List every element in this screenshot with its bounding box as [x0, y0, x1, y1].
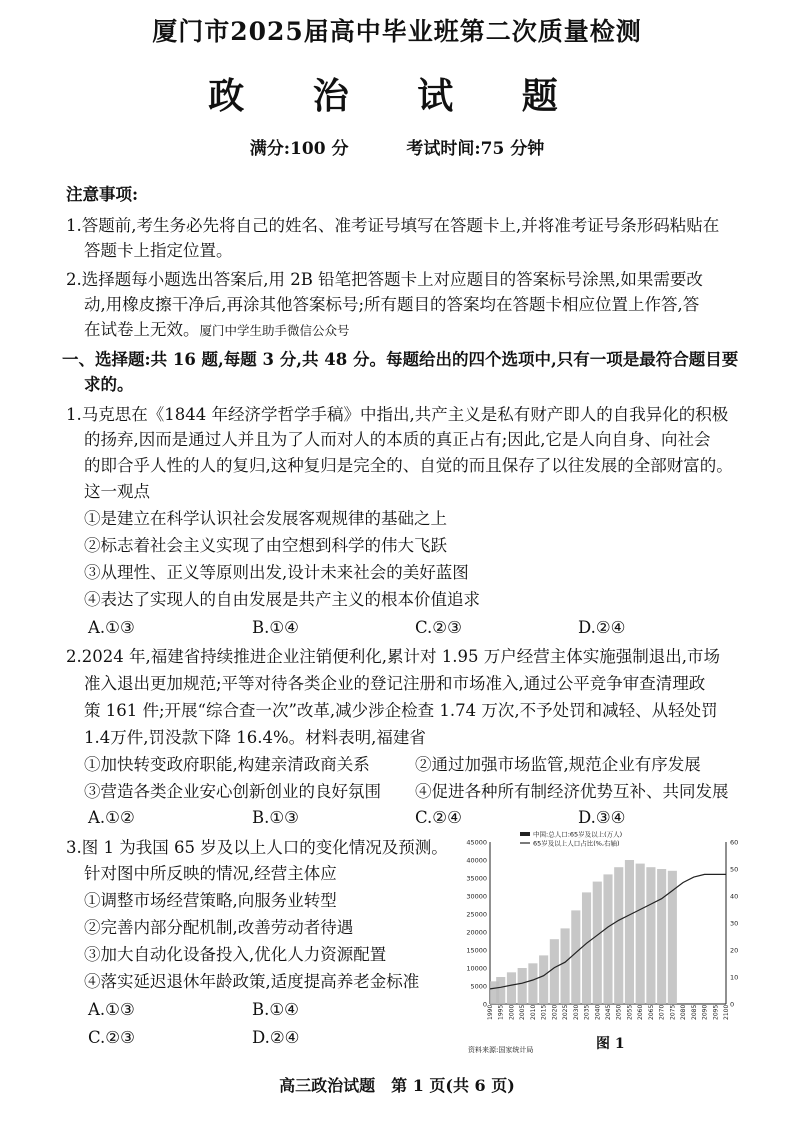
q3-statement: ③加大自动化设备投入,优化人力资源配置: [84, 945, 387, 964]
y-tick-label-left: 0: [482, 1000, 487, 1009]
q3-stem: 3.图 1 为我国 65 岁及以上人口的变化情况及预测。: [66, 838, 448, 857]
x-tick-label: 2030: [572, 1004, 580, 1020]
population-bar: [646, 867, 655, 1004]
population-bar: [496, 977, 505, 1004]
x-tick-label: 2040: [594, 1004, 602, 1020]
y-tick-label-right: 50: [730, 865, 739, 874]
q2-statement: ③营造各类企业安心创新创业的良好氛围: [84, 782, 381, 801]
exam-info: [0, 134, 794, 159]
x-tick-label: 2055: [626, 1004, 634, 1020]
y-tick-label-left: 30000: [466, 892, 487, 901]
q2-stem: 2.2024 年,福建省持续推进企业注销便利化,累计对 1.95 万户经营主体实施强制退出,市场: [66, 647, 720, 666]
x-tick-label: 2065: [647, 1004, 655, 1020]
x-tick-label: 2000: [508, 1004, 516, 1020]
x-tick-label: 2060: [637, 1004, 645, 1020]
population-chart: [458, 828, 758, 1058]
population-bar: [550, 939, 559, 1004]
y-tick-label-left: 35000: [466, 874, 487, 883]
q1-option-b: B.①④: [252, 618, 299, 637]
q3-statement: ②完善内部分配机制,改善劳动者待遇: [84, 918, 354, 937]
exam-time: 考试时间:75 分钟: [406, 139, 545, 159]
x-tick-label: 2085: [690, 1004, 698, 1020]
x-tick-label: 2015: [540, 1004, 548, 1020]
x-tick-label: 2080: [680, 1004, 688, 1020]
q3-stem: 针对图中所反映的情况,经营主体应: [84, 864, 337, 883]
x-tick-label: 2010: [529, 1004, 537, 1020]
y-tick-label-right: 20: [730, 946, 739, 955]
y-tick-label-right: 0: [730, 1000, 735, 1009]
population-bar: [507, 972, 516, 1004]
y-tick-label-left: 25000: [466, 910, 487, 919]
subject-title: 政 治 试 题: [208, 75, 586, 117]
y-tick-label-left: 15000: [466, 946, 487, 955]
population-bar: [636, 864, 645, 1004]
notice-line: [84, 320, 350, 341]
x-tick-label: 1990: [487, 1004, 494, 1020]
x-tick-label: 2100: [723, 1004, 730, 1020]
y-tick-label-left: 20000: [466, 928, 487, 937]
q1-statement: ③从理性、正义等原则出发,设计未来社会的美好蓝图: [84, 563, 469, 582]
y-tick-label-right: 60: [730, 838, 739, 847]
notice-line-text: 在试卷上无效。: [84, 320, 200, 339]
notice-heading: 注意事项:: [66, 185, 139, 204]
q3-option-c: C.②③: [88, 1028, 135, 1047]
figure-caption: 图 1: [596, 1036, 625, 1052]
x-tick-label: 2035: [583, 1004, 591, 1020]
population-bar: [528, 963, 537, 1004]
q2-stem: 策 161 件;开展“综合查一次”改革,减少涉企检查 1.74 万次,不予处罚和减轻、从轻处罚: [84, 701, 718, 720]
q2-statement: ④促进各种所有制经济优势互补、共同发展: [415, 782, 729, 801]
q3-option-a: A.①③: [88, 1000, 135, 1019]
legend-line-label: 65岁及以上人口占比(%,右轴): [533, 839, 620, 848]
exam-title: 厦门市2025届高中毕业班第二次质量检测: [152, 17, 642, 46]
section-heading-cont: 求的。: [84, 375, 134, 394]
x-tick-label: 2095: [712, 1004, 720, 1020]
q3-option-d: D.②④: [252, 1028, 300, 1047]
legend-bar-swatch: [520, 832, 530, 836]
q1-statement: ④表达了实现人的自由发展是共产主义的根本价值追求: [84, 590, 480, 609]
x-tick-label: 1995: [497, 1004, 505, 1020]
y-tick-label-left: 10000: [466, 964, 487, 973]
q2-option-b: B.①③: [252, 808, 299, 827]
q2-option-d: D.③④: [578, 808, 626, 827]
population-bar: [614, 867, 623, 1004]
q3-option-b: B.①④: [252, 1000, 299, 1019]
x-tick-label: 2025: [562, 1004, 570, 1020]
y-tick-label-right: 30: [730, 919, 739, 928]
q1-stem: 1.马克思在《1844 年经济学哲学手稿》中指出,共产主义是私有财产即人的自我异化的积极: [66, 405, 729, 424]
section-heading: 一、选择题:共 16 题,每题 3 分,共 48 分。每题给出的四个选项中,只有一项是最符合题目要: [62, 350, 739, 369]
x-tick-label: 2020: [551, 1004, 559, 1020]
q1-option-a: A.①③: [88, 618, 135, 637]
y-tick-label-left: 5000: [470, 982, 487, 991]
population-bar: [561, 928, 570, 1004]
q2-option-a: A.①②: [88, 808, 135, 827]
population-bar: [582, 892, 591, 1004]
q2-statement: ①加快转变政府职能,构建亲清政商关系: [84, 755, 370, 774]
x-tick-label: 2070: [658, 1004, 666, 1020]
population-bar: [593, 882, 602, 1004]
q1-statement: ①是建立在科学认识社会发展客观规律的基础之上: [84, 509, 447, 528]
watermark-text: 厦门中学生助手微信公众号: [199, 323, 350, 338]
population-bar: [571, 910, 580, 1004]
population-bar: [603, 874, 612, 1004]
q1-option-d: D.②④: [578, 618, 626, 637]
y-tick-label-left: 40000: [466, 856, 487, 865]
q2-option-c: C.②④: [415, 808, 462, 827]
q2-stem: 1.4万件,罚没款下降 16.4%。材料表明,福建省: [84, 728, 426, 747]
y-tick-label-right: 40: [730, 892, 739, 901]
full-score: 满分:100 分: [249, 139, 349, 159]
notice-line: 2.选择题每小题选出答案后,用 2B 铅笔把答题卡上对应题目的答案标号涂黑,如果需要改: [66, 270, 703, 289]
notice-line: 动,用橡皮擦干净后,再涂其他答案标号;所有题目的答案均在答题卡相应位置上作答,答: [84, 295, 700, 314]
y-tick-label-left: 45000: [466, 838, 487, 847]
x-tick-label: 2045: [605, 1004, 612, 1020]
x-tick-label: 2005: [519, 1004, 527, 1020]
q3-statement: ①调整市场经营策略,向服务业转型: [84, 891, 337, 910]
q1-stem: 的扬弃,因而是通过人并且为了人而对人的本质的真正占有;因此,它是人向自身、向社会: [84, 430, 711, 449]
legend-bar-label: 中国:总人口:65岁及以上(万人): [533, 830, 623, 839]
notice-line: 答题卡上指定位置。: [84, 241, 233, 260]
population-bar: [625, 860, 634, 1004]
x-tick-label: 2075: [669, 1004, 677, 1020]
q1-option-c: C.②③: [415, 618, 462, 637]
q2-stem: 准入退出更加规范;平等对待各类企业的登记注册和市场准入,通过公平竞争审查清理政: [84, 674, 706, 693]
page-footer: 高三政治试题 第 1 页(共 6 页): [279, 1076, 515, 1095]
notice-line: 1.答题前,考生务必先将自己的姓名、准考证号填写在答题卡上,并将准考证号条形码粘贴在: [66, 216, 720, 235]
population-bar: [518, 968, 527, 1004]
chart-source: 资料来源:国家统计局: [468, 1046, 534, 1054]
y-tick-label-right: 10: [730, 973, 739, 982]
q1-statement: ②标志着社会主义实现了由空想到科学的伟大飞跃: [84, 536, 447, 555]
x-tick-label: 2050: [615, 1004, 623, 1020]
population-bar: [657, 869, 666, 1004]
q2-statement: ②通过加强市场监管,规范企业有序发展: [415, 755, 701, 774]
q3-statement: ④落实延迟退休年龄政策,适度提高养老金标准: [84, 972, 420, 991]
q1-stem: 的即合乎人性的人的复归,这种复归是完全的、自觉的而且保存了以往发展的全部财富的。: [84, 456, 733, 475]
population-bar: [539, 955, 548, 1004]
x-tick-label: 2090: [701, 1004, 709, 1020]
q1-stem: 这一观点: [84, 482, 150, 501]
